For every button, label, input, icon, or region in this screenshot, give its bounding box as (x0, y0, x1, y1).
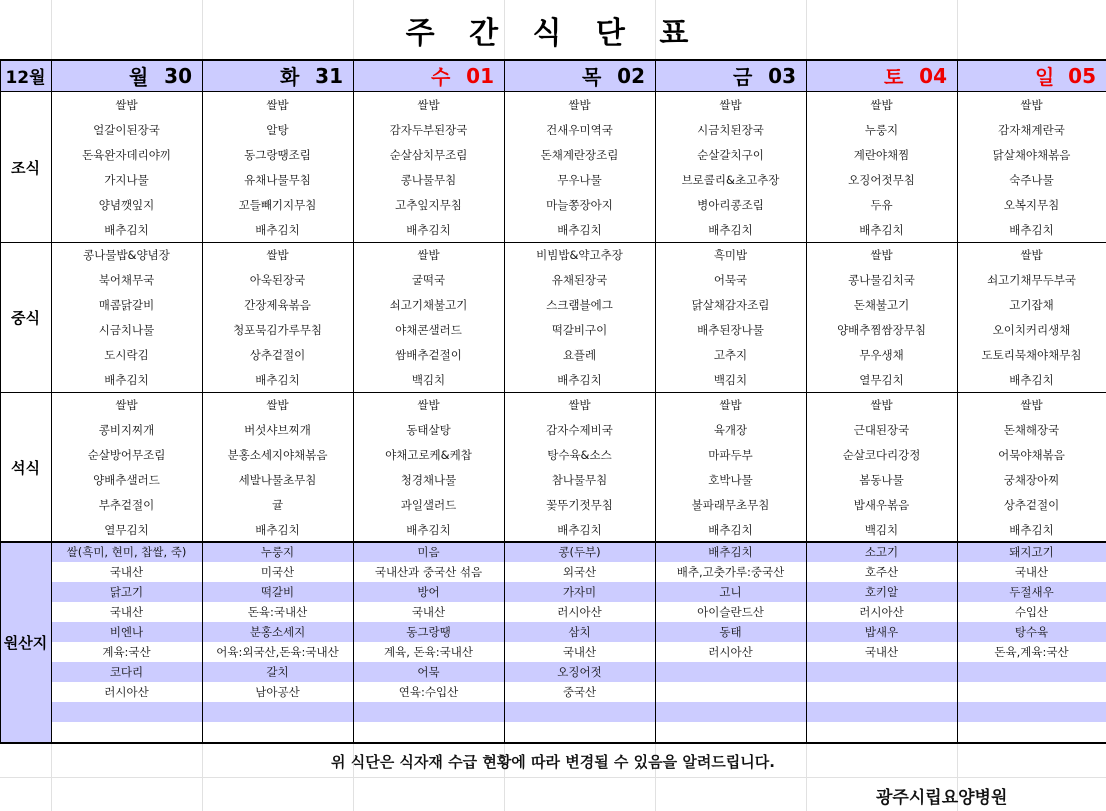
origin-item: 오징어젓 (557, 665, 602, 679)
menu-item: 쌀밥 (115, 397, 138, 412)
menu-item: 쌀밥 (568, 97, 591, 112)
menu-item: 부추겉절이 (98, 497, 155, 512)
menu-item: 쌀밥 (417, 247, 440, 262)
menu-item: 콩나물김치국 (848, 272, 915, 287)
origin-item (353, 702, 504, 722)
menu-item: 배추김치 (708, 522, 753, 537)
menu-item: 쌀밥 (568, 397, 591, 412)
origin-item: 국내산 (109, 565, 144, 579)
menu-item: 요플레 (562, 347, 597, 362)
menu-item: 떡갈비구이 (551, 322, 608, 337)
origin-item: 소고기 (864, 545, 899, 559)
menu-item: 무우나물 (557, 172, 602, 187)
origin-item: 계육:국산 (102, 645, 151, 659)
menu-item: 어묵국 (713, 272, 748, 287)
menu-item: 백김치 (864, 522, 899, 537)
menu-item: 알탕 (266, 122, 289, 137)
origin-item: 러시아산 (708, 645, 753, 659)
origin-item (202, 722, 353, 742)
menu-item: 돈채해장국 (1003, 422, 1060, 437)
menu-item: 청포묵김가루무침 (233, 322, 322, 337)
menu-item: 쇠고기채무두부국 (987, 272, 1076, 287)
menu-item: 감자채계란국 (998, 122, 1065, 137)
origin-item (957, 682, 1106, 702)
menu-item: 쌀밥 (870, 397, 893, 412)
origin-item: 미국산 (260, 565, 295, 579)
menu-item: 유채나물무침 (244, 172, 311, 187)
meal-label: 중식 (11, 308, 40, 327)
menu-item: 쌀밥 (417, 397, 440, 412)
menu-item: 굴떡국 (411, 272, 446, 287)
origin-item: 어육:외국산,돈육:국내산 (216, 645, 339, 659)
menu-item: 스크램블에그 (546, 297, 613, 312)
menu-item: 병아리콩조림 (697, 197, 764, 212)
rule (0, 242, 1106, 243)
menu-item: 배추김치 (557, 522, 602, 537)
menu-item: 감자수제비국 (546, 422, 613, 437)
origin-item: 누룽지 (260, 545, 295, 559)
menu-item: 두유 (870, 197, 893, 212)
menu-item: 쌀밥 (870, 97, 893, 112)
menu-item: 세발나물초무침 (238, 472, 317, 487)
menu-item: 간장제육볶음 (244, 297, 311, 312)
origin-item: 탕수육 (1014, 625, 1049, 639)
origin-item: 국내산 (1014, 565, 1049, 579)
menu-item: 분홍소세지야채볶음 (227, 447, 328, 462)
menu-item: 쌀밥 (1020, 247, 1043, 262)
day-header (957, 60, 1106, 91)
origin-item (504, 722, 655, 742)
menu-item: 배추김치 (406, 522, 451, 537)
menu-item: 얼갈이된장국 (93, 122, 160, 137)
menu-item: 버섯샤브찌개 (244, 422, 311, 437)
menu-item: 시금치된장국 (697, 122, 764, 137)
menu-item: 비빔밥&약고추장 (536, 247, 623, 262)
menu-item: 육개장 (713, 422, 748, 437)
menu-item: 계란야채찜 (853, 147, 910, 162)
menu-item: 시금치나물 (98, 322, 155, 337)
origin-item: 중국산 (562, 685, 597, 699)
menu-item: 야채콘샐러드 (395, 322, 462, 337)
menu-item: 호박나물 (708, 472, 753, 487)
origin-item: 고니 (719, 585, 742, 599)
menu-item: 배추김치 (255, 372, 300, 387)
menu-item: 쌀밥 (1020, 97, 1043, 112)
day-name: 화 (280, 65, 300, 89)
menu-item: 오이치커리생채 (992, 322, 1071, 337)
col-rule (51, 60, 52, 742)
menu-item: 닭살채감자조림 (691, 297, 770, 312)
menu-item: 배추김치 (104, 222, 149, 237)
day-date: 04 (919, 63, 947, 88)
origin-item (504, 702, 655, 722)
origin-item: 아이슬란드산 (697, 605, 764, 619)
origin-item (353, 722, 504, 742)
menu-item: 배추김치 (255, 222, 300, 237)
menu-item: 야채고로케&케찹 (385, 447, 472, 462)
origin-item: 호키알 (864, 585, 899, 599)
day-header (202, 60, 353, 91)
day-name: 목 (582, 65, 602, 89)
origin-item: 연육:수입산 (398, 685, 459, 699)
menu-item: 쌀밥 (115, 97, 138, 112)
menu-item: 콩나물무침 (400, 172, 457, 187)
origin-item (806, 682, 957, 702)
menu-item: 상추겉절이 (249, 347, 306, 362)
origin-item: 국내산 (411, 605, 446, 619)
origin-item: 갈치 (266, 665, 289, 679)
menu-item: 건새우미역국 (546, 122, 613, 137)
origin-item: 밥새우 (864, 625, 899, 639)
menu-item: 마파두부 (708, 447, 753, 462)
menu-item: 가지나물 (104, 172, 149, 187)
menu-item: 쌈배추겉절이 (395, 347, 462, 362)
origin-item (655, 702, 806, 722)
day-name: 토 (884, 65, 904, 89)
day-name: 월 (129, 65, 149, 89)
page-title: 주 간 식 단 표 (405, 16, 701, 51)
menu-item: 마늘쫑장아지 (546, 197, 613, 212)
origin-item: 쌀(흑미, 현미, 찹쌀, 죽) (66, 545, 187, 559)
day-name: 금 (733, 65, 753, 89)
col-rule (504, 60, 505, 742)
origin-item: 국내산 (109, 605, 144, 619)
origin-item (655, 682, 806, 702)
origin-item (655, 662, 806, 682)
menu-item: 쇠고기채불고기 (389, 297, 468, 312)
col-rule (353, 60, 354, 742)
menu-item: 동태살탕 (406, 422, 451, 437)
menu-item: 매콤닭갈비 (98, 297, 155, 312)
menu-item: 꼬들빼기지무침 (238, 197, 317, 212)
menu-item: 배추김치 (1009, 372, 1054, 387)
menu-item: 돈채불고기 (853, 297, 910, 312)
menu-item: 탕수육&소스 (547, 447, 612, 462)
menu-item: 봄동나물 (859, 472, 904, 487)
menu-item: 참나물무침 (551, 472, 608, 487)
origin-item (202, 702, 353, 722)
origin-item: 가자미 (562, 585, 597, 599)
menu-item: 배추된장나물 (697, 322, 764, 337)
menu-item: 쌀밥 (417, 97, 440, 112)
menu-item: 배추김치 (557, 372, 602, 387)
origin-item: 동태 (719, 625, 742, 639)
day-date: 31 (315, 63, 343, 88)
day-header (353, 60, 504, 91)
menu-item: 배추김치 (708, 222, 753, 237)
menu-item: 감자두부된장국 (389, 122, 468, 137)
day-date: 30 (164, 63, 192, 88)
menu-item: 배추김치 (1009, 522, 1054, 537)
origin-item: 배추,고춧가루:중국산 (676, 565, 785, 579)
menu-item: 밥새우볶음 (853, 497, 910, 512)
rule (0, 392, 1106, 393)
menu-item: 양념깻잎지 (98, 197, 155, 212)
menu-item: 아욱된장국 (249, 272, 306, 287)
origin-item: 떡갈비 (260, 585, 295, 599)
day-date: 02 (617, 63, 645, 88)
col-rule (957, 60, 958, 742)
menu-item: 도시락김 (104, 347, 149, 362)
menu-item: 귤 (271, 497, 284, 512)
menu-item: 청경채나물 (400, 472, 457, 487)
col-rule (806, 60, 807, 742)
origin-item (655, 722, 806, 742)
menu-item: 불파래무초무침 (691, 497, 770, 512)
menu-item: 순살방어무조림 (87, 447, 166, 462)
menu-item: 쌀밥 (266, 397, 289, 412)
menu-item: 배추김치 (406, 222, 451, 237)
menu-item: 순살코다리강정 (842, 447, 921, 462)
origin-item: 돈육,계육:국산 (994, 645, 1069, 659)
menu-item: 상추겉절이 (1003, 497, 1060, 512)
menu-item: 배추김치 (104, 372, 149, 387)
origin-item: 계육, 돈육:국내산 (384, 645, 473, 659)
day-header (806, 60, 957, 91)
origin-item (957, 662, 1106, 682)
origin-item: 돼지고기 (1009, 545, 1054, 559)
origin-item: 배추김치 (708, 545, 753, 559)
origin-item: 코다리 (109, 665, 144, 679)
menu-item: 오복지무침 (1003, 197, 1060, 212)
menu-item: 오징어젓무침 (848, 172, 915, 187)
menu-item: 누룽지 (864, 122, 899, 137)
menu-item: 배추김치 (1009, 222, 1054, 237)
menu-item: 유채된장국 (551, 272, 608, 287)
menu-item: 돈채계란장조림 (540, 147, 619, 162)
menu-item: 과일샐러드 (400, 497, 457, 512)
origin-item: 외국산 (562, 565, 597, 579)
menu-item: 동그랑땡조림 (244, 147, 311, 162)
origin-item: 방어 (417, 585, 440, 599)
menu-item: 백김치 (411, 372, 446, 387)
menu-item: 궁채장아찌 (1003, 472, 1060, 487)
origin-item (957, 702, 1106, 722)
menu-item: 순살갈치구이 (697, 147, 764, 162)
origin-item: 돈육:국내산 (247, 605, 308, 619)
rule (0, 91, 1106, 92)
menu-item: 열무김치 (104, 522, 149, 537)
day-date: 01 (466, 63, 494, 88)
rule (0, 742, 1106, 744)
menu-item: 고추지 (713, 347, 748, 362)
day-date: 05 (1068, 63, 1096, 88)
menu-item: 열무김치 (859, 372, 904, 387)
menu-item: 백김치 (713, 372, 748, 387)
rule (0, 541, 1106, 543)
meal-label: 조식 (11, 158, 40, 177)
origin-item: 국내산 (864, 645, 899, 659)
origin-item (806, 702, 957, 722)
menu-item: 배추김치 (255, 522, 300, 537)
menu-item: 고기잡채 (1009, 297, 1054, 312)
origin-item: 수입산 (1014, 605, 1049, 619)
origin-item: 남아공산 (255, 685, 300, 699)
origin-item: 동그랑땡 (406, 625, 451, 639)
origin-item: 국내산 (562, 645, 597, 659)
day-name: 수 (431, 65, 451, 89)
origin-item: 닭고기 (109, 585, 144, 599)
origin-item: 러시아산 (557, 605, 602, 619)
origin-item: 비엔나 (109, 625, 144, 639)
menu-item: 쌀밥 (1020, 397, 1043, 412)
menu-item: 흑미밥 (713, 247, 748, 262)
col-rule (202, 60, 203, 742)
menu-item: 양배추찜쌈장무침 (837, 322, 926, 337)
day-header (504, 60, 655, 91)
origin-item (806, 662, 957, 682)
origin-item: 호주산 (864, 565, 899, 579)
notice-text: 위 식단은 식자재 수급 현황에 따라 변경될 수 있음을 알려드립니다. (331, 752, 775, 771)
menu-item: 어묵야채볶음 (998, 447, 1065, 462)
origin-item: 콩(두부) (558, 545, 601, 559)
origin-item: 두절새우 (1009, 585, 1054, 599)
menu-item: 쌀밥 (870, 247, 893, 262)
day-header (51, 60, 202, 91)
day-date: 03 (768, 63, 796, 88)
meal-label: 석식 (11, 458, 40, 477)
month-label: 12월 (5, 68, 46, 88)
menu-item: 브로콜리&초고추장 (681, 172, 780, 187)
menu-item: 배추김치 (557, 222, 602, 237)
menu-item: 닭살채야채볶음 (992, 147, 1071, 162)
day-name: 일 (1035, 65, 1055, 89)
menu-item: 무우생채 (859, 347, 904, 362)
origin-item (51, 722, 202, 742)
origin-item: 어묵 (417, 665, 440, 679)
menu-item: 쌀밥 (266, 247, 289, 262)
origin-item (957, 722, 1106, 742)
menu-item: 배추김치 (859, 222, 904, 237)
origin-item: 삼치 (568, 625, 591, 639)
origin-item: 러시아산 (859, 605, 904, 619)
menu-item: 양배추샐러드 (93, 472, 160, 487)
origin-item: 미음 (417, 545, 440, 559)
gridline-footer (0, 777, 1106, 778)
origin-item (806, 722, 957, 742)
menu-item: 꽃뚜기젓무침 (546, 497, 613, 512)
menu-item: 돈육완자데리야끼 (82, 147, 171, 162)
origin-item: 국내산과 중국산 섞음 (374, 565, 483, 579)
menu-item: 쌀밥 (719, 97, 742, 112)
menu-item: 쌀밥 (719, 397, 742, 412)
menu-item: 쌀밥 (266, 97, 289, 112)
menu-item: 도토리묵채야채무침 (981, 347, 1082, 362)
day-header (655, 60, 806, 91)
col-rule (0, 60, 1, 742)
menu-item: 숙주나물 (1009, 172, 1054, 187)
origin-item (51, 702, 202, 722)
col-rule (655, 60, 656, 742)
menu-item: 북어채무국 (98, 272, 155, 287)
rule (0, 59, 1106, 61)
menu-item: 콩나물밥&양념장 (83, 247, 170, 262)
origin-item: 러시아산 (104, 685, 149, 699)
menu-item: 콩비지찌개 (98, 422, 155, 437)
menu-item: 근대된장국 (853, 422, 910, 437)
origin-item: 분홍소세지 (249, 625, 306, 639)
menu-item: 고추잎지무침 (395, 197, 462, 212)
menu-item: 순살삼치무조림 (389, 147, 468, 162)
hospital-name: 광주시립요양병원 (876, 787, 1008, 808)
origin-label: 원산지 (0, 542, 51, 742)
